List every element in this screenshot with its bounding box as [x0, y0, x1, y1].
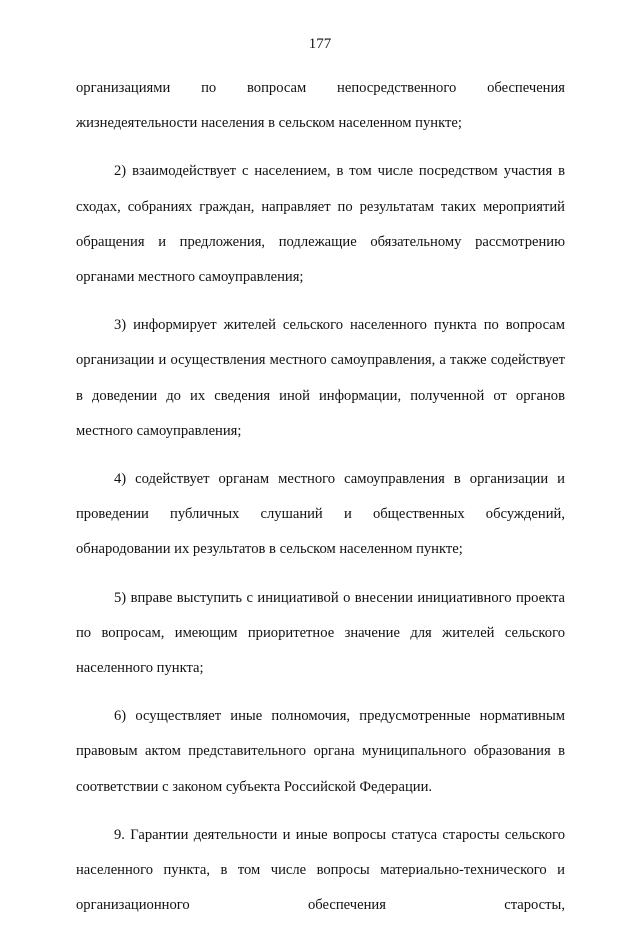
paragraph-line: жизнедеятельности населения в сельском населенном пункте; — [76, 115, 462, 132]
paragraph-item-6: 6) осуществляет иные полномочия, предусмотренные нормативным правовым актом представительного органа муниципального образования в соответствии с законом субъекта Российской Федерации. — [76, 708, 565, 795]
page-number: 177 — [308, 36, 332, 52]
paragraph-item-9: 9. Гарантии деятельности и иные вопросы статуса старосты сельского населенного пункта, в том числе вопросы материально-технического и организационного обеспечения старосты, — [76, 826, 565, 914]
paragraph-continuation — [76, 71, 565, 141]
paragraph-item-2: 2) взаимодействует с населением, в том числе посредством участия в сходах, собраниях граждан, направляет по результатам таких мероприятий обращения и предложения, подлежащие обязательному рассмотрению органами местного самоуправления; — [76, 163, 565, 286]
paragraph-item-3: 3) информирует жителей сельского населенного пункта по вопросам организации и осуществления местного самоуправления, а также содействует в доведении до их сведения иной информации, полученной от органов местного самоуправления; — [76, 317, 565, 439]
paragraph-item-5: 5) вправе выступить с инициативой о внесении инициативного проекта по вопросам, имеющим приоритетное значение для жителей сельского населенного пункта; — [76, 589, 565, 677]
document-body — [76, 71, 565, 936]
paragraph-item-4: 4) содействует органам местного самоуправления в организации и проведении публичных слушаний и общественных обсуждений, обнародовании их результатов в сельском населенном пункте; — [76, 471, 565, 558]
paragraph-line: организациями по вопросам непосредственного обеспечения — [76, 80, 565, 96]
